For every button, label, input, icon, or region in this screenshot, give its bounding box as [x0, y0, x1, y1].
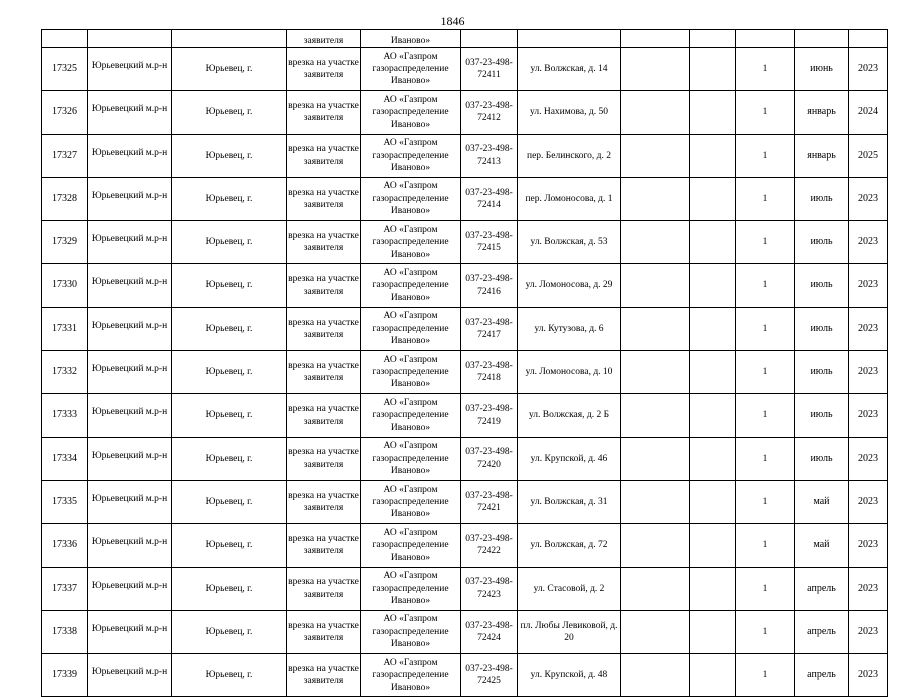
count: 1	[736, 307, 795, 350]
cell-empty	[621, 48, 690, 91]
address: ул. Крупской, д. 46	[518, 437, 621, 480]
row-number: 17328	[42, 177, 88, 220]
row-number: 17333	[42, 394, 88, 437]
year: 2023	[849, 221, 888, 264]
locality: Юрьевец, г.	[172, 177, 287, 220]
count: 1	[736, 524, 795, 567]
cell-empty	[621, 654, 690, 697]
count: 1	[736, 437, 795, 480]
month: июль	[795, 437, 849, 480]
locality: Юрьевец, г.	[172, 610, 287, 653]
object-code: 037-23-498-72418	[461, 351, 518, 394]
year: 2023	[849, 394, 888, 437]
locality: Юрьевец, г.	[172, 654, 287, 697]
cell-empty	[461, 30, 518, 48]
continuation-method: заявителя	[287, 30, 361, 48]
municipality: Юрьевецкий м.р-н	[88, 437, 172, 480]
municipality: Юрьевецкий м.р-н	[88, 221, 172, 264]
year: 2023	[849, 351, 888, 394]
municipality: Юрьевецкий м.р-н	[88, 610, 172, 653]
connection-method: врезка на участке заявителя	[287, 48, 361, 91]
year: 2023	[849, 524, 888, 567]
object-code: 037-23-498-72423	[461, 567, 518, 610]
row-number: 17335	[42, 480, 88, 523]
cell-empty	[621, 221, 690, 264]
object-code: 037-23-498-72413	[461, 134, 518, 177]
count: 1	[736, 177, 795, 220]
row-number: 17338	[42, 610, 88, 653]
municipality: Юрьевецкий м.р-н	[88, 134, 172, 177]
gas-operator: АО «Газпром газораспределение Иваново»	[361, 307, 461, 350]
cell-empty	[690, 654, 736, 697]
month: апрель	[795, 610, 849, 653]
cell-empty	[690, 567, 736, 610]
year: 2023	[849, 654, 888, 697]
municipality: Юрьевецкий м.р-н	[88, 177, 172, 220]
table-row	[42, 567, 888, 610]
locality: Юрьевец, г.	[172, 351, 287, 394]
row-number: 17330	[42, 264, 88, 307]
cell-empty	[690, 394, 736, 437]
row-number: 17332	[42, 351, 88, 394]
locality: Юрьевец, г.	[172, 437, 287, 480]
year: 2024	[849, 91, 888, 134]
connection-method: врезка на участке заявителя	[287, 654, 361, 697]
cell-empty	[621, 134, 690, 177]
gas-operator: АО «Газпром газораспределение Иваново»	[361, 134, 461, 177]
month: июль	[795, 221, 849, 264]
address: пер. Ломоносова, д. 1	[518, 177, 621, 220]
table-row	[42, 221, 888, 264]
month: июль	[795, 307, 849, 350]
municipality: Юрьевецкий м.р-н	[88, 654, 172, 697]
count: 1	[736, 221, 795, 264]
connection-method: врезка на участке заявителя	[287, 91, 361, 134]
gas-operator: АО «Газпром газораспределение Иваново»	[361, 524, 461, 567]
connection-method: врезка на участке заявителя	[287, 610, 361, 653]
municipality: Юрьевецкий м.р-н	[88, 264, 172, 307]
month: апрель	[795, 654, 849, 697]
month: апрель	[795, 567, 849, 610]
cell-empty	[690, 480, 736, 523]
locality: Юрьевец, г.	[172, 524, 287, 567]
locality: Юрьевец, г.	[172, 48, 287, 91]
object-code: 037-23-498-72414	[461, 177, 518, 220]
row-number: 17331	[42, 307, 88, 350]
cell-empty	[621, 610, 690, 653]
month: июль	[795, 394, 849, 437]
cell-empty	[621, 480, 690, 523]
object-code: 037-23-498-72417	[461, 307, 518, 350]
cell-empty	[690, 91, 736, 134]
table-body	[42, 30, 888, 697]
address: ул. Волжская, д. 2 Б	[518, 394, 621, 437]
gas-operator: АО «Газпром газораспределение Иваново»	[361, 654, 461, 697]
month: май	[795, 480, 849, 523]
cell-empty	[621, 567, 690, 610]
cell-empty	[42, 30, 88, 48]
year: 2023	[849, 48, 888, 91]
gas-operator: АО «Газпром газораспределение Иваново»	[361, 437, 461, 480]
gas-operator: АО «Газпром газораспределение Иваново»	[361, 48, 461, 91]
address: ул. Волжская, д. 31	[518, 480, 621, 523]
cell-empty	[621, 91, 690, 134]
table-row	[42, 437, 888, 480]
month: июль	[795, 351, 849, 394]
municipality: Юрьевецкий м.р-н	[88, 480, 172, 523]
gas-operator: АО «Газпром газораспределение Иваново»	[361, 351, 461, 394]
gas-operator: АО «Газпром газораспределение Иваново»	[361, 177, 461, 220]
row-number: 17339	[42, 654, 88, 697]
gas-operator: АО «Газпром газораспределение Иваново»	[361, 91, 461, 134]
table-row	[42, 524, 888, 567]
row-number: 17334	[42, 437, 88, 480]
locality: Юрьевец, г.	[172, 134, 287, 177]
table-row	[42, 480, 888, 523]
object-code: 037-23-498-72416	[461, 264, 518, 307]
municipality: Юрьевецкий м.р-н	[88, 91, 172, 134]
registry-table	[41, 29, 888, 697]
table-row	[42, 91, 888, 134]
year: 2023	[849, 437, 888, 480]
address: пл. Любы Левиковой, д. 20	[518, 610, 621, 653]
count: 1	[736, 610, 795, 653]
year: 2023	[849, 610, 888, 653]
address: ул. Крупской, д. 48	[518, 654, 621, 697]
count: 1	[736, 567, 795, 610]
month: июль	[795, 264, 849, 307]
count: 1	[736, 91, 795, 134]
municipality: Юрьевецкий м.р-н	[88, 351, 172, 394]
year: 2023	[849, 307, 888, 350]
connection-method: врезка на участке заявителя	[287, 177, 361, 220]
locality: Юрьевец, г.	[172, 91, 287, 134]
year: 2025	[849, 134, 888, 177]
row-number: 17337	[42, 567, 88, 610]
cell-empty	[690, 524, 736, 567]
gas-operator: АО «Газпром газораспределение Иваново»	[361, 264, 461, 307]
cell-empty	[690, 48, 736, 91]
year: 2023	[849, 567, 888, 610]
gas-operator: АО «Газпром газораспределение Иваново»	[361, 394, 461, 437]
cell-empty	[795, 30, 849, 48]
connection-method: врезка на участке заявителя	[287, 480, 361, 523]
locality: Юрьевец, г.	[172, 221, 287, 264]
cell-empty	[690, 307, 736, 350]
cell-empty	[690, 134, 736, 177]
connection-method: врезка на участке заявителя	[287, 221, 361, 264]
table-row	[42, 610, 888, 653]
table-row	[42, 307, 888, 350]
connection-method: врезка на участке заявителя	[287, 394, 361, 437]
page-number: 1846	[440, 14, 465, 28]
month: июнь	[795, 48, 849, 91]
object-code: 037-23-498-72424	[461, 610, 518, 653]
object-code: 037-23-498-72411	[461, 48, 518, 91]
month: январь	[795, 134, 849, 177]
cell-empty	[621, 30, 690, 48]
address: ул. Волжская, д. 53	[518, 221, 621, 264]
cell-empty	[88, 30, 172, 48]
table-row	[42, 177, 888, 220]
cell-empty	[736, 30, 795, 48]
object-code: 037-23-498-72415	[461, 221, 518, 264]
count: 1	[736, 480, 795, 523]
cell-empty	[621, 307, 690, 350]
continuation-operator: Иваново»	[361, 30, 461, 48]
municipality: Юрьевецкий м.р-н	[88, 48, 172, 91]
gas-operator: АО «Газпром газораспределение Иваново»	[361, 567, 461, 610]
municipality: Юрьевецкий м.р-н	[88, 394, 172, 437]
cell-empty	[690, 177, 736, 220]
cell-empty	[690, 610, 736, 653]
locality: Юрьевец, г.	[172, 480, 287, 523]
count: 1	[736, 351, 795, 394]
count: 1	[736, 264, 795, 307]
count: 1	[736, 654, 795, 697]
cell-empty	[690, 437, 736, 480]
year: 2023	[849, 177, 888, 220]
object-code: 037-23-498-72412	[461, 91, 518, 134]
connection-method: врезка на участке заявителя	[287, 134, 361, 177]
year: 2023	[849, 264, 888, 307]
object-code: 037-23-498-72421	[461, 480, 518, 523]
cell-empty	[690, 30, 736, 48]
address: ул. Волжская, д. 14	[518, 48, 621, 91]
table-row	[42, 394, 888, 437]
month: январь	[795, 91, 849, 134]
connection-method: врезка на участке заявителя	[287, 524, 361, 567]
table-row	[42, 264, 888, 307]
connection-method: врезка на участке заявителя	[287, 264, 361, 307]
object-code: 037-23-498-72422	[461, 524, 518, 567]
cell-empty	[621, 394, 690, 437]
locality: Юрьевец, г.	[172, 307, 287, 350]
row-number: 17326	[42, 91, 88, 134]
row-number: 17336	[42, 524, 88, 567]
cell-empty	[621, 177, 690, 220]
address: ул. Кутузова, д. 6	[518, 307, 621, 350]
locality: Юрьевец, г.	[172, 394, 287, 437]
row-number: 17329	[42, 221, 88, 264]
cell-empty	[849, 30, 888, 48]
cell-empty	[172, 30, 287, 48]
cell-empty	[621, 264, 690, 307]
cell-empty	[518, 30, 621, 48]
connection-method: врезка на участке заявителя	[287, 437, 361, 480]
cell-empty	[621, 524, 690, 567]
count: 1	[736, 134, 795, 177]
connection-method: врезка на участке заявителя	[287, 351, 361, 394]
continuation-row	[42, 30, 888, 48]
table-row	[42, 351, 888, 394]
table-row	[42, 48, 888, 91]
cell-empty	[690, 221, 736, 264]
object-code: 037-23-498-72425	[461, 654, 518, 697]
locality: Юрьевец, г.	[172, 567, 287, 610]
gas-operator: АО «Газпром газораспределение Иваново»	[361, 221, 461, 264]
count: 1	[736, 394, 795, 437]
month: май	[795, 524, 849, 567]
cell-empty	[621, 437, 690, 480]
locality: Юрьевец, г.	[172, 264, 287, 307]
count: 1	[736, 48, 795, 91]
cell-empty	[621, 351, 690, 394]
year: 2023	[849, 480, 888, 523]
row-number: 17325	[42, 48, 88, 91]
municipality: Юрьевецкий м.р-н	[88, 307, 172, 350]
address: ул. Волжская, д. 72	[518, 524, 621, 567]
table-row	[42, 654, 888, 697]
table-row	[42, 134, 888, 177]
address: ул. Ломоносова, д. 29	[518, 264, 621, 307]
municipality: Юрьевецкий м.р-н	[88, 567, 172, 610]
connection-method: врезка на участке заявителя	[287, 307, 361, 350]
address: ул. Стасовой, д. 2	[518, 567, 621, 610]
object-code: 037-23-498-72420	[461, 437, 518, 480]
address: пер. Белинского, д. 2	[518, 134, 621, 177]
municipality: Юрьевецкий м.р-н	[88, 524, 172, 567]
cell-empty	[690, 264, 736, 307]
gas-operator: АО «Газпром газораспределение Иваново»	[361, 480, 461, 523]
month: июль	[795, 177, 849, 220]
gas-operator: АО «Газпром газораспределение Иваново»	[361, 610, 461, 653]
connection-method: врезка на участке заявителя	[287, 567, 361, 610]
address: ул. Ломоносова, д. 10	[518, 351, 621, 394]
row-number: 17327	[42, 134, 88, 177]
object-code: 037-23-498-72419	[461, 394, 518, 437]
cell-empty	[690, 351, 736, 394]
address: ул. Нахимова, д. 50	[518, 91, 621, 134]
